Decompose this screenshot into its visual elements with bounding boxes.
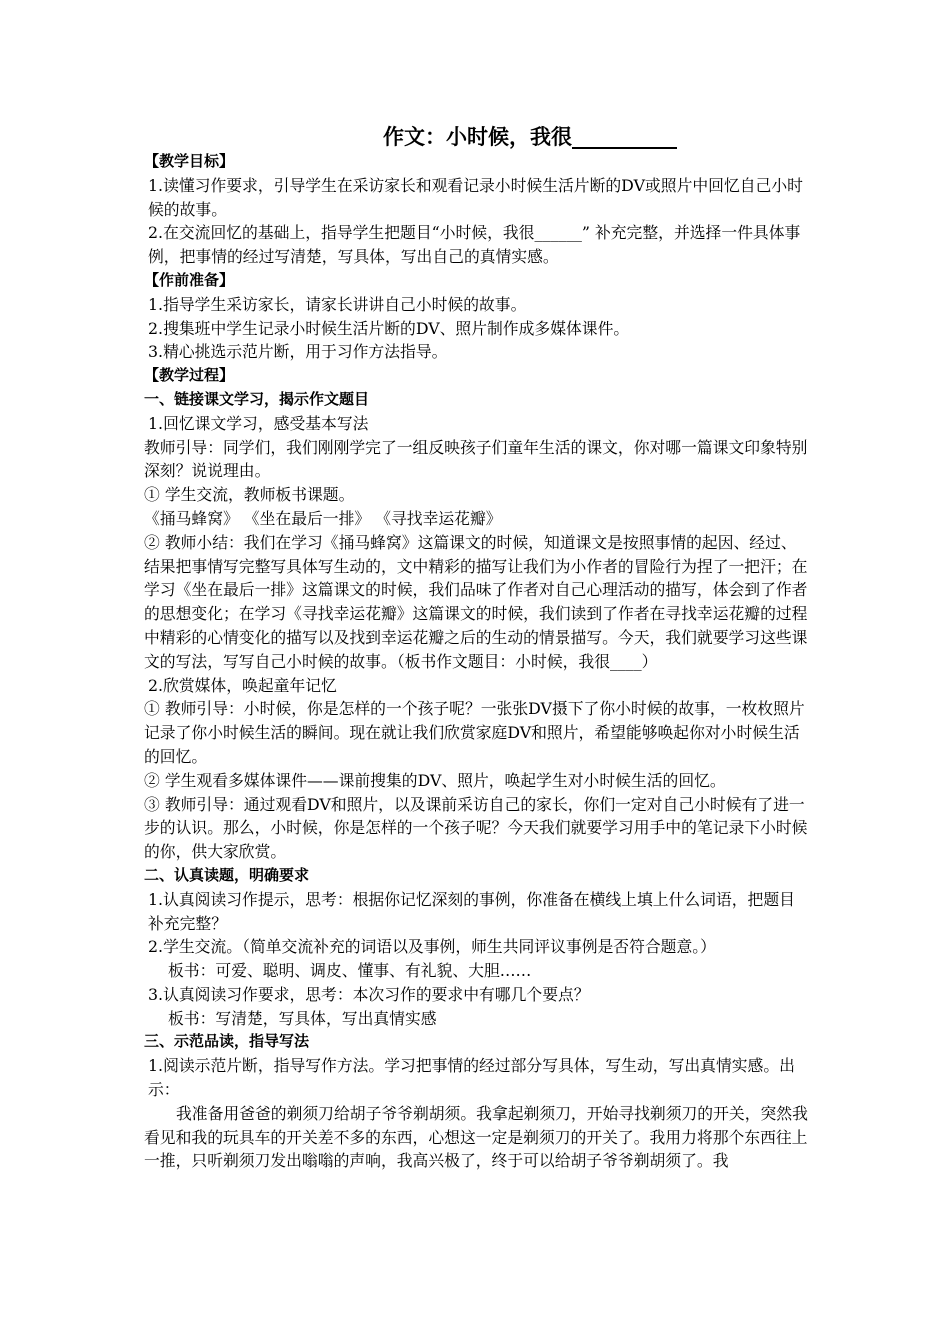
paragraph: 板书：可爱、聪明、调皮、懂事、有礼貌、大胆…… — [168, 961, 532, 981]
paragraph: 我准备用爸爸的剃须刀给胡子爷爷剃胡须。我拿起剃须刀，开始寻找剃须刀的开关，突然我看见和我的玩具车的开关差不多的东西，心想这一定是剃须刀的开关了。我用力将那个东西往上一推，只听剃须刀发出嗡嗡的声响，我高兴极了，终于可以给胡子爷爷剃胡须了。我 — [144, 1103, 808, 1171]
paragraph: 2.学生交流。（简单交流补充的词语以及事例，师生共同评议事例是否符合题意。） — [148, 937, 716, 957]
section-heading-prep: 【作前准备】 — [144, 270, 235, 289]
paragraph: ① 学生交流，教师板书课题。 — [144, 485, 355, 505]
section-heading-goals: 【教学目标】 — [144, 152, 235, 170]
paragraph: 1.认真阅读习作提示，思考：根据你记忆深刻的事例，你准备在横线上填上什么词语，把题目补充完整？ — [148, 889, 795, 933]
paragraph: 3.认真阅读习作要求，思考：本次习作的要求中有哪几个要点？ — [148, 984, 590, 1004]
paragraph: ② 教师小结：我们在学习《捅马蜂窝》这篇课文的时候，知道课文是按照事情的起因、经过、结果把事情写完整写具体写生动的，文中精彩的描写让我们为小作者的冒险行为捏了一把汗；在学习《坐在最后一排》这篇课文的时候，我们品味了作者对自己心理活动的描写，体会到了作者的思想变化；在学习《寻找幸运花瓣》这篇课文的时候，我们读到了作者在寻找幸运花瓣的过程中精彩的心情变化的描写以及找到幸运花瓣之后的生动的情景描写。今天，我们就要学习这些课文的写法，写写自己小时候的故事。（板书作文题目：小时候，我很____） — [144, 532, 808, 671]
page-title: 作文：小时候，我很__________ — [383, 125, 677, 149]
paragraph: 1.指导学生采访家长，请家长讲讲自己小时候的故事。 — [148, 294, 527, 314]
paragraph: 板书：写清楚，写具体，写出真情实感 — [168, 1008, 437, 1028]
step-heading-3: 三、示范品读，指导写法 — [144, 1032, 310, 1051]
paragraph: 2.搜集班中学生记录小时候生活片断的DV、照片制作成多媒体课件。 — [148, 318, 630, 338]
paragraph: 2.在交流回忆的基础上，指导学生把题目“小时候，我很______” 补充完整，并选择一件具体事例，把事情的经过写清楚，写具体，写出自己的真情实感。 — [148, 223, 801, 267]
paragraph: ② 学生观看多媒体课件——课前搜集的DV、照片，唤起学生对小时候生活的回忆。 — [144, 770, 726, 790]
paragraph: 1.读懂习作要求，引导学生在采访家长和观看记录小时候生活片断的DV或照片中回忆自己小时候的故事。 — [148, 175, 803, 219]
step-heading-1: 一、链接课文学习，揭示作文题目 — [144, 389, 370, 408]
paragraph: 3.精心挑选示范片断，用于习作方法指导。 — [148, 342, 448, 362]
paragraph: ③ 教师引导：通过观看DV和照片，以及课前采访自己的家长，你们一定对自己小时候有了进一步的认识。那么，小时候，你是怎样的一个孩子呢？今天我们就要学习用手中的笔记录下小时候的你，供大家欣赏。 — [144, 794, 808, 862]
paragraph: 1.回忆课文学习，感受基本写法 — [148, 413, 369, 433]
document-body — [144, 150, 808, 1173]
paragraph: 2.欣赏媒体，唤起童年记忆 — [148, 675, 337, 695]
paragraph: 1.阅读示范片断，指导写作方法。学习把事情的经过部分写具体，写生动，写出真情实感。出示： — [148, 1056, 795, 1100]
paragraph: ① 教师引导：小时候，你是怎样的一个孩子呢？一张张DV摄下了你小时候的故事，一枚枚照片记录了你小时候生活的瞬间。现在就让我们欣赏家庭DV和照片，希望能够唤起你对小时候生活的回忆。 — [144, 699, 805, 766]
paragraph: 《捅马蜂窝》 《坐在最后一排》 《寻找幸运花瓣》 — [144, 508, 502, 528]
paragraph: 教师引导：同学们，我们刚刚学完了一组反映孩子们童年生活的课文，你对哪一篇课文印象特别深刻？说说理由。 — [144, 437, 808, 481]
step-heading-2: 二、认真读题，明确要求 — [144, 865, 310, 884]
section-heading-process: 【教学过程】 — [144, 366, 235, 385]
